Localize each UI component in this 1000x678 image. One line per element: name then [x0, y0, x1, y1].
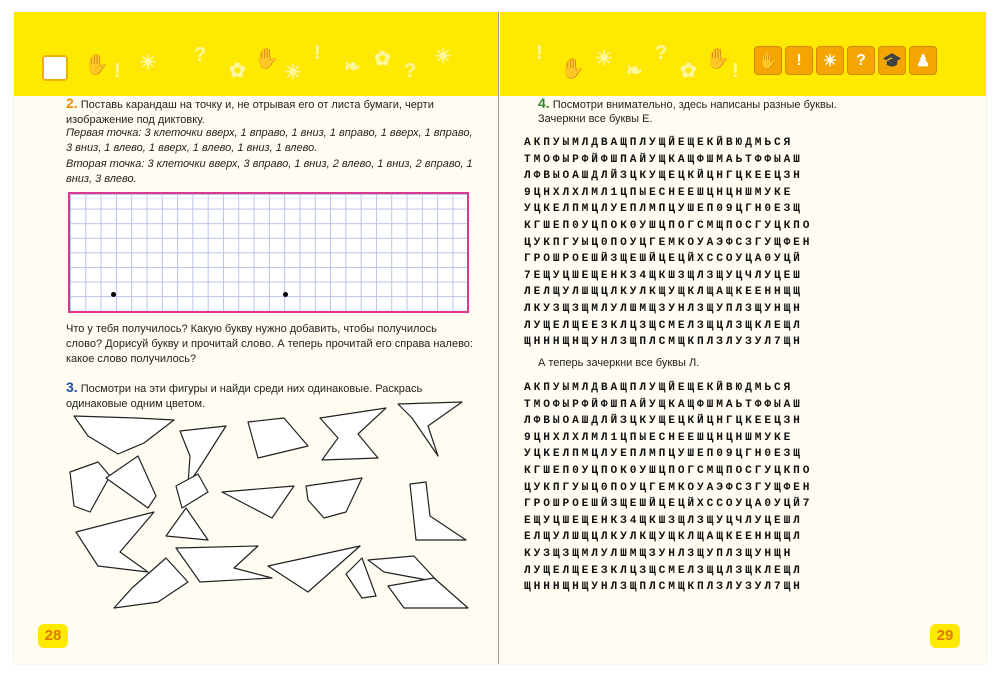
letter-row[interactable]: 7ЕЩУЦШЕЩЕНКЗ4ЩКШЗЩЛЗЩУЦЧЛУЦЕШ — [524, 269, 803, 282]
hand-icon: ✋ — [560, 58, 585, 80]
letter-row[interactable]: ЕЛЩУЛШЩЦЛКУЛКЩУЩКЛЩАЩКЕЕННЩЩЛ — [524, 531, 803, 544]
letter-row[interactable]: ГРОШРОЕШЙЗЩЕШЙЦЕЦЙХССОУЦА0УЦЙ7 — [524, 498, 813, 511]
exclamation-icon: ! — [785, 46, 813, 75]
activity-icon-bar — [754, 46, 937, 75]
question-icon: ? — [655, 42, 668, 64]
task2-number: 2. — [66, 95, 78, 111]
letter-row[interactable]: ЛФВЫОАШДЛЙЗЦКУЩЕЦКЙЦНГЦКЕЕЦЗН — [524, 170, 803, 183]
shape-6[interactable] — [70, 462, 110, 512]
letter-row[interactable]: АКПУЫМЛДВАЩПЛУЩЙЕЩЕКЙВЮДМЬСЯ — [524, 137, 794, 149]
shape-13[interactable] — [166, 508, 208, 540]
leaf-icon: ❧ — [344, 56, 361, 78]
graduation-cap-icon: 🎓 — [878, 46, 906, 75]
task4-number: 4. — [538, 95, 550, 111]
letter-grid-2[interactable] — [524, 380, 944, 596]
hand-icon: ✋ — [84, 54, 109, 76]
exclamation-icon: ! — [114, 60, 121, 82]
letter-row[interactable]: АКПУЫМЛДВАЩПЛУЩЙЕЩЕКЙВЮДМЬСЯ — [524, 382, 794, 394]
letter-grid-1[interactable] — [524, 135, 944, 351]
person-icon: ✿ — [229, 60, 246, 82]
task2-first-point: Первая точка: 3 клеточки вверх, 1 вправо, 1 вниз, 1 вправо, 1 вверх, 1 вправо, 3 вниз, 1 влево, 1 вверх, 1 влево, 1 вниз, 1 влево. — [66, 127, 473, 154]
sun-icon: ☀ — [284, 62, 302, 84]
letter-row[interactable]: ЦУКПГУЫЦ0ПОУЦГЕМКОУАЭФСЗГУЩФЕН — [524, 481, 813, 494]
task4-instruction-2: А теперь зачеркни все буквы Л. — [538, 357, 700, 369]
shapes-area — [58, 396, 478, 611]
start-dot-1 — [111, 292, 116, 297]
shape-17[interactable] — [368, 556, 438, 582]
shape-14[interactable] — [176, 546, 272, 582]
letter-row[interactable]: 9ЦНХЛХЛМЛ1ЦПЫЕСНЕЕШЦНЦНШМУКЕ — [524, 186, 794, 199]
shape-16[interactable] — [346, 558, 376, 598]
shape-5[interactable] — [398, 402, 462, 456]
letter-row[interactable]: ЛУЩЕЛЩЕЕЗКЛЦЗЩСМЕЛЗЩЦЛЗЩКЛЕЩЛ — [524, 319, 803, 332]
shape-7[interactable] — [106, 456, 156, 508]
hand-icon: ✋ — [754, 46, 782, 75]
start-dot-2 — [283, 292, 288, 297]
letter-row[interactable]: УЦКЕЛПМЦЛУЕПЛМПЦУШЕП09ЦГН0ЕЗЩ — [524, 203, 803, 216]
letter-row[interactable]: ЛУЩЕЛЩЕЕЗКЛЦЗЩСМЕЛЗЩЦЛЗЩКЛЕЩЛ — [524, 564, 803, 577]
shape-4[interactable] — [320, 408, 386, 460]
letter-row[interactable]: ЛЕЛЩУЛШЩЦЛКУЛКЩУЩКЛЩАЩКЕЕННЩЩ — [524, 286, 803, 299]
exclamation-icon: ! — [732, 60, 739, 82]
page-number-left: 28 — [38, 624, 68, 648]
letter-row[interactable]: ТМОФЫРФЙФШПАЙУЩКАЩФШМАЬТФФЫАШ — [524, 153, 803, 166]
shape-8[interactable] — [176, 474, 208, 508]
header-band-right — [500, 12, 986, 96]
drawing-grid[interactable] — [68, 192, 469, 313]
question-icon: ? — [404, 60, 417, 82]
shape-12[interactable] — [76, 512, 154, 572]
task3-number: 3. — [66, 379, 78, 395]
task3-text: Посмотри на эти фигуры и найди среди них одинаковые. Раскрась одинаковые одним цветом. — [66, 383, 423, 410]
shape-11[interactable] — [410, 482, 466, 540]
shape-10[interactable] — [306, 478, 362, 518]
letter-row[interactable]: ЕЩУЦШЕЩЕНКЗ4ЩКШЗЩЛЗЩУЦЧЛУЦЕШЛ — [524, 514, 803, 527]
letter-row[interactable]: КГШЕП0УЦПОК0УШЦПОГСМЩПОСГУЦКПО — [524, 219, 813, 232]
task2-intro — [66, 96, 476, 128]
shape-9[interactable] — [222, 486, 294, 518]
letter-row[interactable]: КГШЕП0УЦПОК0УШЦПОГСМЩПОСГУЦКПО — [524, 464, 813, 477]
task4-instruction-1: Зачеркни все буквы Е. — [538, 113, 653, 125]
letter-row[interactable]: 9ЦНХЛХЛМЛ1ЦПЫЕСНЕЕШЦНЦНШМУКЕ — [524, 431, 794, 444]
bird-icon — [42, 55, 68, 81]
person-icon: ✿ — [374, 48, 391, 70]
exclamation-icon: ! — [314, 42, 321, 64]
left-page — [14, 12, 499, 664]
sun-icon: ☀ — [139, 52, 157, 74]
shape-3[interactable] — [248, 418, 308, 458]
shape-2[interactable] — [180, 426, 226, 484]
header-band-left — [14, 12, 498, 96]
letter-row[interactable]: ЩНННЩНЩУНЛЗЩПЛСМЩКПЛЗЛУЗУЛ7ЩН — [524, 581, 803, 594]
hand-icon: ✋ — [254, 48, 279, 70]
task4-intro — [538, 96, 958, 113]
task2-text: Поставь карандаш на точку и, не отрывая его от листа бумаги, черти изображение под диктовку. — [66, 99, 434, 126]
letter-row[interactable]: ГРОШРОЕШЙЗЩЕШЙЦЕЦЙХССОУЦА0УЦЙ — [524, 253, 803, 266]
question-icon: ? — [194, 44, 207, 66]
sun-icon: ☀ — [434, 46, 452, 68]
letter-row[interactable]: ТМОФЫРФЙФШПАЙУЩКАЩФШМАЬТФФЫАШ — [524, 398, 803, 411]
letter-row[interactable]: КУЗЩЗЩМЛУЛШМЩЗУНЛЗЩУПЛЗЩУНЩН — [524, 547, 794, 560]
letter-row[interactable]: ЩНННЩНЩУНЛЗЩПЛСМЩКПЛЗЛУЗУЛ7ЩН — [524, 336, 803, 349]
letter-row[interactable]: ЛКУЗЩЗЩМЛУЛШМЩЗУНЛЗЩУПЛЗЩУНЩН — [524, 302, 803, 315]
shape-19[interactable] — [388, 578, 468, 608]
shape-15[interactable] — [268, 546, 360, 592]
task2-question: Что у тебя получилось? Какую букву нужно добавить, чтобы получилось слово? Дорисуй букву и прочитай слово. А теперь прочитай его справа налево: какое слово получилось? — [66, 323, 473, 365]
hand-icon: ✋ — [705, 48, 730, 70]
letter-row[interactable]: УЦКЕЛПМЦЛУЕПЛМПЦУШЕП09ЦГН0ЕЗЩ — [524, 448, 803, 461]
question-icon: ? — [847, 46, 875, 75]
letter-row[interactable]: ЛФВЫОАШДЛЙЗЦКУЩЕЦКЙЦНГЦКЕЕЦЗН — [524, 415, 803, 428]
task4-text: Посмотри внимательно, здесь написаны разные буквы. — [552, 99, 837, 111]
sun-icon: ☀ — [816, 46, 844, 75]
person-icon: ♟ — [909, 46, 937, 75]
task2-second-point: Вторая точка: 3 клеточки вверх, 3 вправо, 1 вниз, 2 влево, 1 вниз, 2 вправо, 1 вниз, 3 влево. — [66, 158, 473, 185]
shape-1[interactable] — [74, 416, 174, 454]
leaf-icon: ❧ — [626, 60, 643, 82]
page-number-right: 29 — [930, 624, 960, 648]
exclamation-icon: ! — [536, 42, 543, 64]
letter-row[interactable]: ЦУКПГУЫЦ0ПОУЦГЕМКОУАЭФСЗГУЩФЕН — [524, 236, 813, 249]
sun-icon: ☀ — [595, 48, 613, 70]
person-icon: ✿ — [680, 60, 697, 82]
